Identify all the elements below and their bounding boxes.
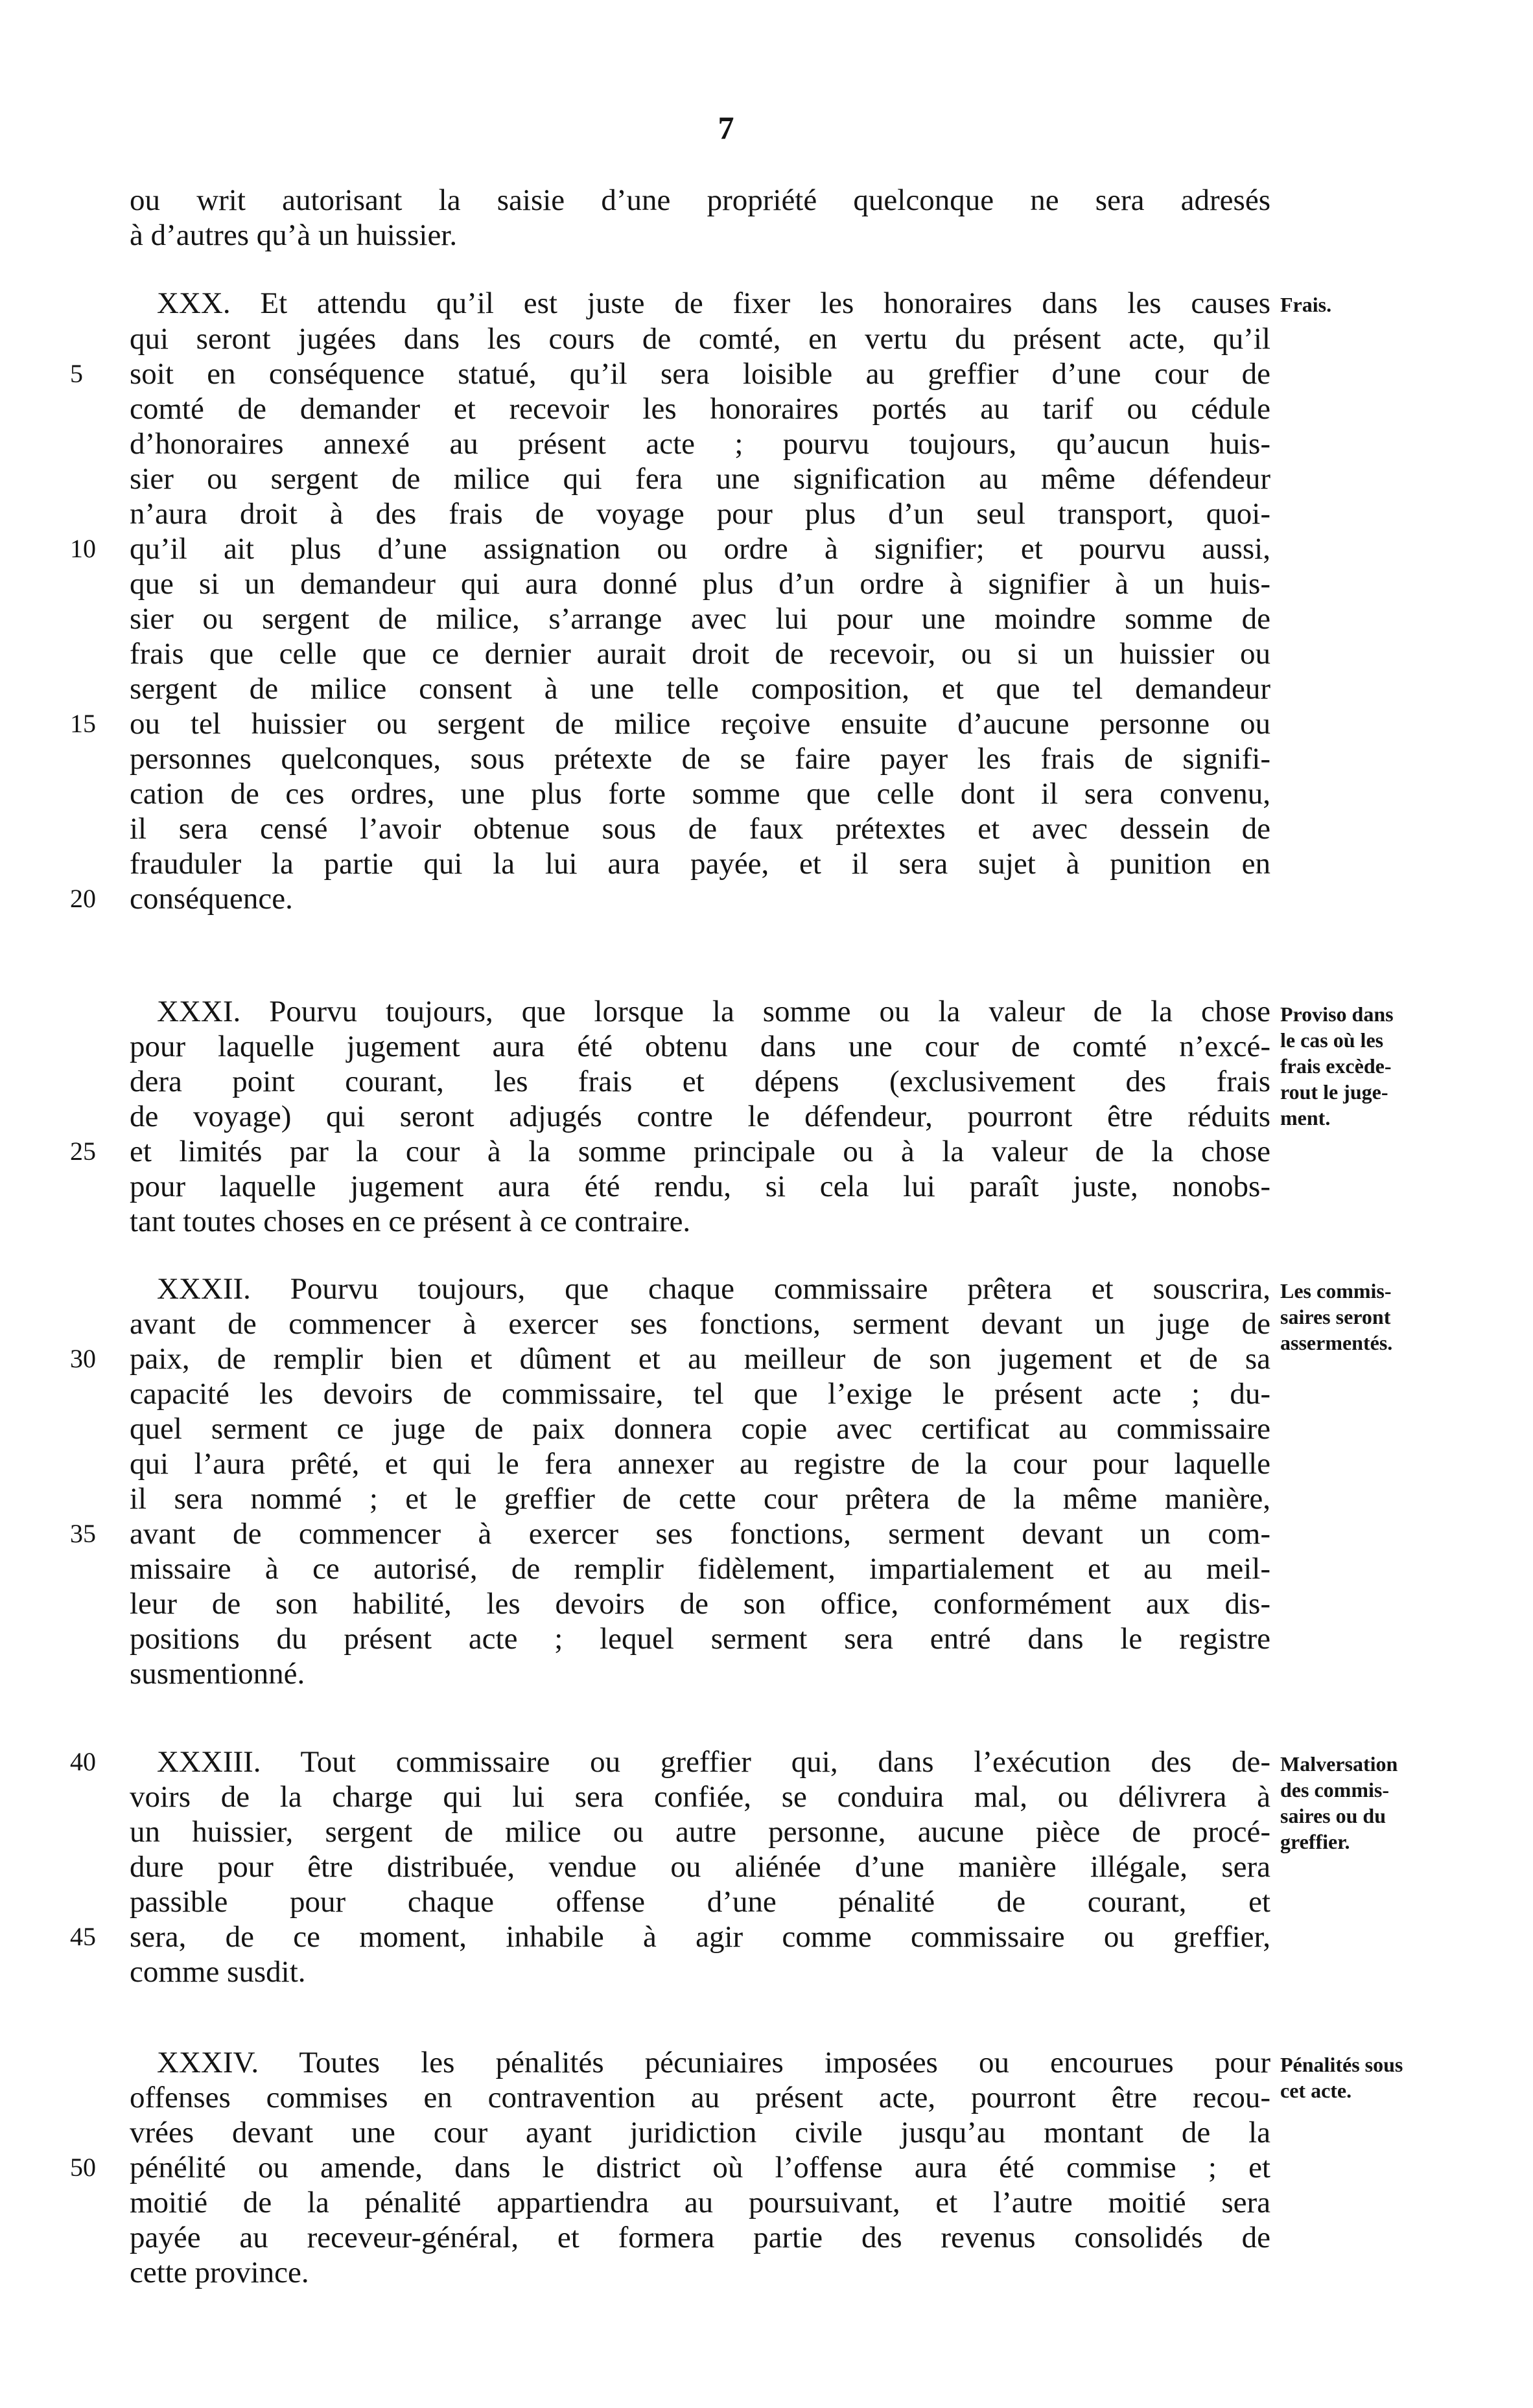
text-line: leur de son habilité, les devoirs de son office, conformément aux dis- [130,1587,1270,1621]
text-line: cation de ces ordres, une plus forte somme que celle dont il sera convenu, [130,777,1270,811]
text-line: d’honoraires annexé au présent acte ; pourvu toujours, qu’aucun huis- [130,427,1270,461]
text-line: payée au receveur-général, et formera partie des revenus consolidés de [130,2221,1270,2254]
margin-note-line: Les commis- [1280,1279,1392,1302]
text-line: capacité les devoirs de commissaire, tel que l’exige le présent acte ; du- [130,1377,1270,1411]
text-line: pour laquelle jugement aura été obtenu dans une cour de comté n’excé- [130,1030,1270,1063]
text-line: sier ou sergent de milice, s’arrange avec lui pour une moindre somme de [130,602,1270,636]
line-number: 50 [70,2153,96,2182]
margin-note-line: Frais. [1280,293,1332,316]
line-number: 5 [70,359,83,388]
text-line: positions du présent acte ; lequel serment sera entré dans le registre [130,1622,1270,1656]
text-line: offenses commises en contravention au présent acte, pourront être recou- [130,2081,1270,2114]
line-number: 10 [70,534,96,563]
text-line: et limités par la cour à la somme principale ou à la valeur de la chose [130,1135,1270,1168]
text-line: conséquence. [130,882,293,916]
text-line: comme susdit. [130,1955,306,1989]
text-line: XXX. Et attendu qu’il est juste de fixer les honoraires dans les causes [157,286,1270,320]
line-number: 35 [70,1519,96,1548]
margin-note-line: le cas où les [1280,1028,1384,1052]
text-line: de voyage) qui seront adjugés contre le défendeur, pourront être réduits [130,1100,1270,1133]
text-line: pénélité ou amende, dans le district où l’offense aura été commise ; et [130,2151,1270,2184]
text-line: moitié de la pénalité appartiendra au poursuivant, et l’autre moitié sera [130,2186,1270,2219]
text-line: dera point courant, les frais et dépens (exclusivement des frais [130,1065,1270,1098]
margin-note-line: Proviso dans [1280,1002,1394,1026]
margin-note-proviso [1280,1001,1429,1131]
text-line: vrées devant une cour ayant juridiction civile jusqu’au montant de la [130,2116,1270,2149]
page-number: 7 [718,110,734,146]
text-line: missaire à ce autorisé, de remplir fidèlement, impartialement et au meil- [130,1552,1270,1586]
text-line: frauduler la partie qui la lui aura payée, et il sera sujet à punition en [130,847,1270,881]
text-line: sier ou sergent de milice qui fera une signification au même défendeur [130,462,1270,496]
text-line: paix, de remplir bien et dûment et au meilleur de son jugement et de sa [130,1342,1270,1376]
text-line: comté de demander et recevoir les honoraires portés au tarif ou cédule [130,392,1270,426]
line-number: 15 [70,709,96,738]
margin-note-line: des commis- [1280,1778,1389,1801]
text-line: frais que celle que ce dernier aurait droit de recevoir, ou si un huissier ou [130,637,1270,671]
text-line: sera, de ce moment, inhabile à agir comme commissaire ou greffier, [130,1920,1270,1954]
margin-note-line: saires ou du [1280,1804,1387,1827]
margin-note-frais [1280,292,1429,318]
margin-note-commissaires [1280,1278,1429,1356]
text-line: XXXII. Pourvu toujours, que chaque commissaire prêtera et souscrira, [157,1272,1270,1306]
margin-note-line: Pénalités sous [1280,2053,1403,2076]
margin-note-line: rout le juge- [1280,1080,1388,1104]
line-number: 30 [70,1344,96,1373]
margin-note-line: frais excède- [1280,1054,1392,1078]
text-line: à d’autres qu’à un huissier. [130,218,458,252]
text-line: ou writ autorisant la saisie d’une propriété quelconque ne sera adresés [130,183,1270,217]
text-line: avant de commencer à exercer ses fonctions, serment devant un com- [130,1517,1270,1551]
margin-note-line: saires seront [1280,1305,1391,1328]
text-line: XXXI. Pourvu toujours, que lorsque la somme ou la valeur de la chose [157,995,1270,1028]
text-line: pour laquelle jugement aura été rendu, si cela lui paraît juste, nonobs- [130,1170,1270,1203]
text-line: XXXIV. Toutes les pénalités pécuniaires imposées ou encourues pour [157,2046,1270,2079]
margin-note-penalites [1280,2052,1429,2103]
line-number: 40 [70,1747,96,1776]
text-line: que si un demandeur qui aura donné plus d’un ordre à signifier à un huis- [130,567,1270,601]
text-line: qu’il ait plus d’une assignation ou ordre à signifier; et pourvu aussi, [130,532,1270,566]
text-line: ou tel huissier ou sergent de milice reçoive ensuite d’aucune personne ou [130,707,1270,741]
text-line: tant toutes choses en ce présent à ce contraire. [130,1205,691,1238]
text-line: n’aura droit à des frais de voyage pour plus d’un seul transport, quoi- [130,497,1270,531]
margin-note-line: cet acte. [1280,2079,1352,2102]
text-line: passible pour chaque offense d’une pénalité de courant, et [130,1885,1270,1919]
margin-note-line: greffier. [1280,1830,1350,1853]
margin-note-malversation [1280,1751,1429,1855]
text-line: un huissier, sergent de milice ou autre personne, aucune pièce de procé- [130,1815,1270,1849]
text-line: cette province. [130,2256,309,2289]
margin-note-line: ment. [1280,1106,1331,1129]
line-number: 45 [70,1922,96,1951]
text-line: qui l’aura prêté, et qui le fera annexer au registre de la cour pour laquelle [130,1447,1270,1481]
text-line: susmentionné. [130,1657,305,1691]
text-line: sergent de milice consent à une telle composition, et que tel demandeur [130,672,1270,706]
text-line: il sera nommé ; et le greffier de cette cour prêtera de la même manière, [130,1482,1270,1516]
text-line: soit en conséquence statué, qu’il sera loisible au greffier d’une cour de [130,357,1270,391]
margin-note-line: assermentés. [1280,1331,1393,1354]
text-line: avant de commencer à exercer ses fonctions, serment devant un juge de [130,1307,1270,1341]
line-number: 25 [70,1137,96,1166]
line-number: 20 [70,884,96,913]
text-line: il sera censé l’avoir obtenue sous de faux prétextes et avec dessein de [130,812,1270,846]
text-line: dure pour être distribuée, vendue ou aliénée d’une manière illégale, sera [130,1850,1270,1884]
text-line: voirs de la charge qui lui sera confiée, se conduira mal, ou délivrera à [130,1780,1270,1814]
text-line: XXXIII. Tout commissaire ou greffier qui, dans l’exécution des de- [157,1745,1270,1779]
text-line: personnes quelconques, sous prétexte de se faire payer les frais de signifi- [130,742,1270,776]
margin-note-line: Malversation [1280,1752,1398,1776]
text-line: quel serment ce juge de paix donnera copie avec certificat au commissaire [130,1412,1270,1446]
text-line: qui seront jugées dans les cours de comté, en vertu du présent acte, qu’il [130,322,1270,356]
